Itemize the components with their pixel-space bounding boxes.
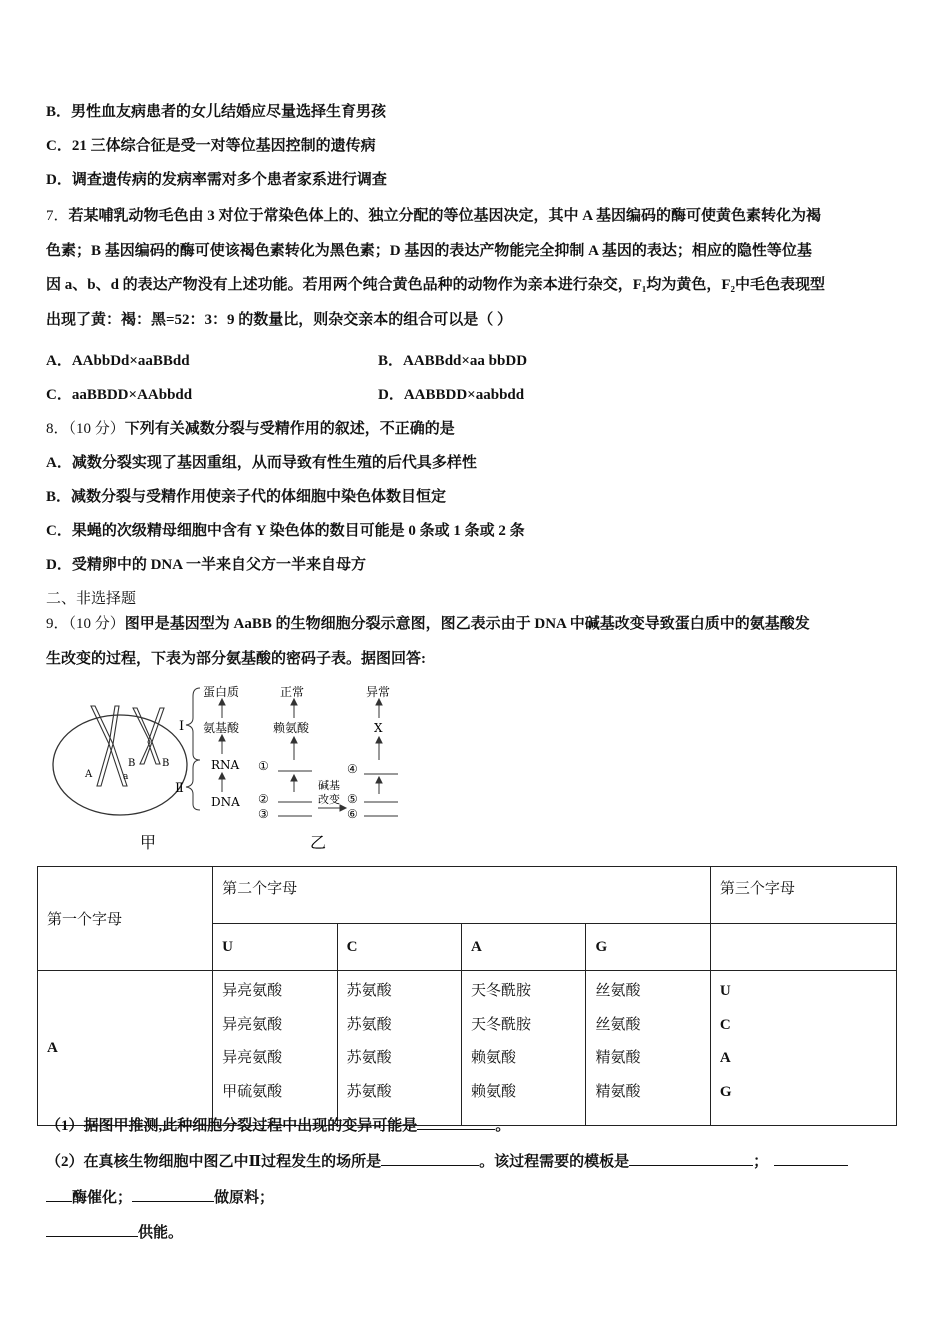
svg-text:异常: 异常 <box>366 685 391 699</box>
second-letter-a: A <box>462 924 586 971</box>
second-letter-g: G <box>586 924 710 971</box>
third-letters: U C A G <box>710 971 896 1126</box>
svg-text:Ⅱ: Ⅱ <box>175 781 184 796</box>
q7-option-d: D．AABBDD×aabbdd <box>378 387 525 403</box>
q8-option-c: C．果蝇的次级精母细胞中含有 Y 染色体的数目可能是 0 条或 1 条或 2 条 <box>46 523 525 539</box>
q8-option-b: B．减数分裂与受精作用使亲子代的体细胞中染色体数目恒定 <box>46 489 447 505</box>
q6-option-d: D．调查遗传病的发病率需对多个患者家系进行调查 <box>46 172 387 188</box>
answer-blank-2[interactable] <box>381 1151 479 1166</box>
svg-text:B: B <box>162 758 170 769</box>
q6-option-b: B．男性血友病患者的女儿结婚应尽量选择生育男孩 <box>46 104 387 120</box>
chromosome-bb <box>133 708 164 764</box>
q7-stem: 7．若某哺乳动物毛色由 3 对位于常染色体上的、独立分配的等位基因决定，其中 A 基因编码的酶可使黄色素转化为褐 色素；B 基因编码的酶可使该褐色素转化为黑色素；D 基因的表达产物能完全抑制 A 基因的表达；相应的隐性等位基 因 a、b、d 的表达产物没有上述功能。若用两个纯合黄色品种的动物作为亲本进行杂交，F₁均为黄色，F₂中毛色表现型 出现了黄：褐：黑=52：3：9 的数量比，则杂交亲本的组合可以是（ ） <box>46 208 826 328</box>
svg-text:A: A <box>85 769 93 780</box>
svg-text:②: ② <box>258 792 269 806</box>
header-third-letter: 第三个字母 <box>710 867 896 924</box>
svg-text:X: X <box>374 721 383 735</box>
q8-stem: 8．（10 分）下列有关减数分裂与受精作用的叙述，不正确的是 <box>46 421 455 437</box>
figure-jia-yi <box>48 680 408 855</box>
header-second-letter: 第二个字母 <box>213 867 711 924</box>
answer-blank-5[interactable] <box>132 1187 214 1202</box>
svg-text:改变: 改变 <box>318 793 340 806</box>
figure-yi <box>258 684 398 852</box>
svg-text:RNA: RNA <box>211 758 240 772</box>
answer-blank-6[interactable] <box>46 1222 138 1237</box>
section-title: 二、非选择题 <box>46 591 137 607</box>
svg-text:④: ④ <box>347 762 358 776</box>
figure-jia <box>53 706 187 852</box>
column-a: 天冬酰胺 天冬酰胺 赖氨酸 赖氨酸 <box>462 971 586 1126</box>
svg-text:甲: 甲 <box>140 833 157 852</box>
q9-sub2-line2: 酶催化； 做原料； <box>46 1187 274 1208</box>
table-row <box>38 971 897 1126</box>
svg-text:⑥: ⑥ <box>347 807 358 821</box>
svg-text:蛋白质: 蛋白质 <box>203 685 240 699</box>
q9-stem: 9．（10 分）图甲是基因型为 AaBB 的生物细胞分裂示意图，图乙表示由于 DNA 中碱基改变导致蛋白质中的氨基酸发 生改变的过程，下表为部分氨基酸的密码子表。据图回答: <box>46 616 810 667</box>
svg-text:赖氨酸: 赖氨酸 <box>273 721 310 735</box>
svg-text:③: ③ <box>258 807 269 821</box>
codon-table <box>37 866 897 1126</box>
second-letter-c: C <box>337 924 461 971</box>
chromosome-aa <box>91 706 127 786</box>
answer-blank-4a[interactable] <box>774 1151 848 1166</box>
q9-sub2-line3: 供能。 <box>46 1222 183 1243</box>
first-letter-a: A <box>38 971 213 1126</box>
answer-blank-1[interactable] <box>417 1115 495 1130</box>
q7-option-b: B．AABBdd×aa bbDD <box>378 353 528 369</box>
q7-option-c: C．aaBBDD×AAbbdd <box>46 387 193 403</box>
svg-text:DNA: DNA <box>211 795 240 809</box>
column-c: 苏氨酸 苏氨酸 苏氨酸 苏氨酸 <box>337 971 461 1126</box>
q7-option-a: A．AAbbDd×aaBBdd <box>46 353 190 369</box>
column-g: 丝氨酸 丝氨酸 精氨酸 精氨酸 <box>586 971 710 1126</box>
second-letter-u: U <box>213 924 337 971</box>
svg-text:氨基酸: 氨基酸 <box>203 721 240 735</box>
header-first-letter: 第一个字母 <box>38 867 213 971</box>
q9-sub2-line1: （2）在真核生物细胞中图乙中Ⅱ过程发生的场所是 。该过程需要的模板是 ； <box>46 1151 848 1172</box>
q8-option-a: A．减数分裂实现了基因重组，从而导致有性生殖的后代具多样性 <box>46 455 477 471</box>
answer-blank-4b[interactable] <box>46 1187 72 1202</box>
svg-text:乙: 乙 <box>310 833 327 852</box>
svg-text:B: B <box>128 758 136 769</box>
answer-blank-3[interactable] <box>629 1151 753 1166</box>
column-u: 异亮氨酸 异亮氨酸 异亮氨酸 甲硫氨酸 <box>213 971 337 1126</box>
third-letter-empty <box>710 924 896 971</box>
figure-flow <box>175 684 240 810</box>
svg-text:a: a <box>123 772 129 782</box>
svg-text:碱基: 碱基 <box>318 779 340 792</box>
svg-text:Ⅰ: Ⅰ <box>179 719 185 734</box>
q9-sub1: （1）据图甲推测,此种细胞分裂过程中出现的变异可能是 。 <box>46 1115 510 1136</box>
svg-text:⑤: ⑤ <box>347 792 358 806</box>
q6-option-c: C．21 三体综合征是受一对等位基因控制的遗传病 <box>46 138 376 154</box>
svg-text:①: ① <box>258 759 269 773</box>
svg-text:正常: 正常 <box>280 685 305 699</box>
q8-option-d: D．受精卵中的 DNA 一半来自父方一半来自母方 <box>46 557 367 573</box>
